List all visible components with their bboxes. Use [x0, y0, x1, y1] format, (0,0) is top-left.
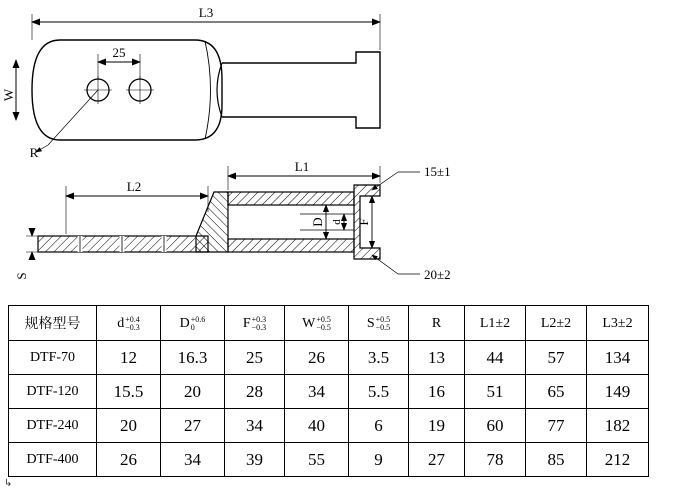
table-row [9, 409, 649, 443]
dim-W-label: W [1, 88, 16, 102]
cell-F: 34 [225, 409, 285, 443]
header-sub-1: −0.3 [125, 322, 140, 332]
header-main-9: L3±2 [602, 315, 633, 331]
cell-model: DTF-240 [9, 409, 97, 443]
cell-L1: 44 [465, 341, 526, 375]
header-sup-5: +0.5 [375, 314, 391, 324]
header-main-5: S [366, 315, 375, 331]
cell-W: 55 [285, 443, 349, 477]
table-header-cell-3 [225, 306, 285, 341]
cell-model: DTF-120 [9, 375, 97, 409]
side-section-view [14, 159, 451, 282]
cell-model: DTF-400 [9, 443, 97, 477]
spec-table-wrapper [8, 305, 648, 477]
cell-model: DTF-70 [9, 341, 97, 375]
header-sup-1: +0.4 [125, 314, 140, 324]
cell-R: 27 [409, 443, 465, 477]
table-row [9, 375, 649, 409]
cell-L1: 51 [465, 375, 526, 409]
cell-R: 16 [409, 375, 465, 409]
header-main-2: D [179, 315, 190, 331]
cell-S: 5.5 [349, 375, 409, 409]
dim-R-label: R [29, 145, 39, 160]
dim-S-label: S [14, 272, 29, 280]
header-sup-4: +0.5 [316, 314, 331, 324]
header-main-8: L2±2 [540, 315, 572, 331]
header-main-0: 规格型号 [24, 317, 81, 332]
cell-L3: 212 [587, 443, 649, 477]
cell-F: 39 [225, 443, 285, 477]
header-sub-4: −0.5 [316, 322, 331, 332]
cell-L2: 65 [526, 375, 587, 409]
cell-D: 27 [161, 409, 225, 443]
cell-L3: 149 [587, 375, 649, 409]
corner-mark: ↳ [4, 478, 13, 489]
cell-W: 40 [285, 409, 349, 443]
header-main-6: R [431, 315, 442, 331]
table-header-cell-9 [587, 306, 649, 341]
header-sub-2: 0 [190, 322, 195, 332]
cell-F: 25 [225, 341, 285, 375]
cell-d: 12 [97, 341, 161, 375]
dim-L3-label: L3 [198, 5, 214, 20]
header-main-4: W [302, 315, 316, 331]
spec-table [8, 305, 649, 477]
cell-S: 9 [349, 443, 409, 477]
cell-L3: 182 [587, 409, 649, 443]
cell-L3: 134 [587, 341, 649, 375]
dim-F-label: F [356, 218, 371, 226]
cell-W: 26 [285, 341, 349, 375]
dim-angle-bottom-label: 20±2 [424, 267, 451, 282]
table-header-cell-6 [409, 306, 465, 341]
dim-L2-label: L2 [126, 179, 142, 194]
cell-D: 16.3 [161, 341, 225, 375]
header-sub-5: −0.5 [375, 322, 391, 332]
cell-S: 6 [349, 409, 409, 443]
cell-D: 34 [161, 443, 225, 477]
header-main-3: F [242, 315, 251, 331]
cell-D: 20 [161, 375, 225, 409]
cell-L1: 78 [465, 443, 526, 477]
dim-angle-top-label: 15±1 [424, 164, 451, 179]
cell-R: 13 [409, 341, 465, 375]
dim-hole-spacing-label: 25 [112, 45, 126, 60]
header-sub-3: −0.3 [251, 322, 267, 332]
top-view [1, 5, 380, 160]
table-row [9, 341, 649, 375]
cell-d: 26 [97, 443, 161, 477]
table-header-row [9, 306, 649, 341]
table-row [9, 443, 649, 477]
cell-S: 3.5 [349, 341, 409, 375]
header-sup-2: +0.6 [190, 314, 206, 324]
cell-L2: 77 [526, 409, 587, 443]
header-main-1: d [117, 315, 125, 331]
cell-d: 15.5 [97, 375, 161, 409]
header-sup-3: +0.3 [251, 314, 267, 324]
cell-L1: 60 [465, 409, 526, 443]
table-header-cell-2 [161, 306, 225, 341]
dim-L1-label: L1 [294, 159, 310, 174]
table-header-cell-8 [526, 306, 587, 341]
cell-F: 28 [225, 375, 285, 409]
dim-d-label: d [331, 219, 343, 225]
table-header-cell-1 [97, 306, 161, 341]
table-header-cell-7 [465, 306, 526, 341]
header-main-7: L1±2 [479, 315, 511, 331]
table-header-cell-4 [285, 306, 349, 341]
table-header-cell-5 [349, 306, 409, 341]
cell-L2: 57 [526, 341, 587, 375]
dim-D-label: D [310, 217, 325, 227]
cell-d: 20 [97, 409, 161, 443]
cell-L2: 85 [526, 443, 587, 477]
table-header-cell-0 [9, 306, 97, 341]
cell-R: 19 [409, 409, 465, 443]
cell-W: 34 [285, 375, 349, 409]
